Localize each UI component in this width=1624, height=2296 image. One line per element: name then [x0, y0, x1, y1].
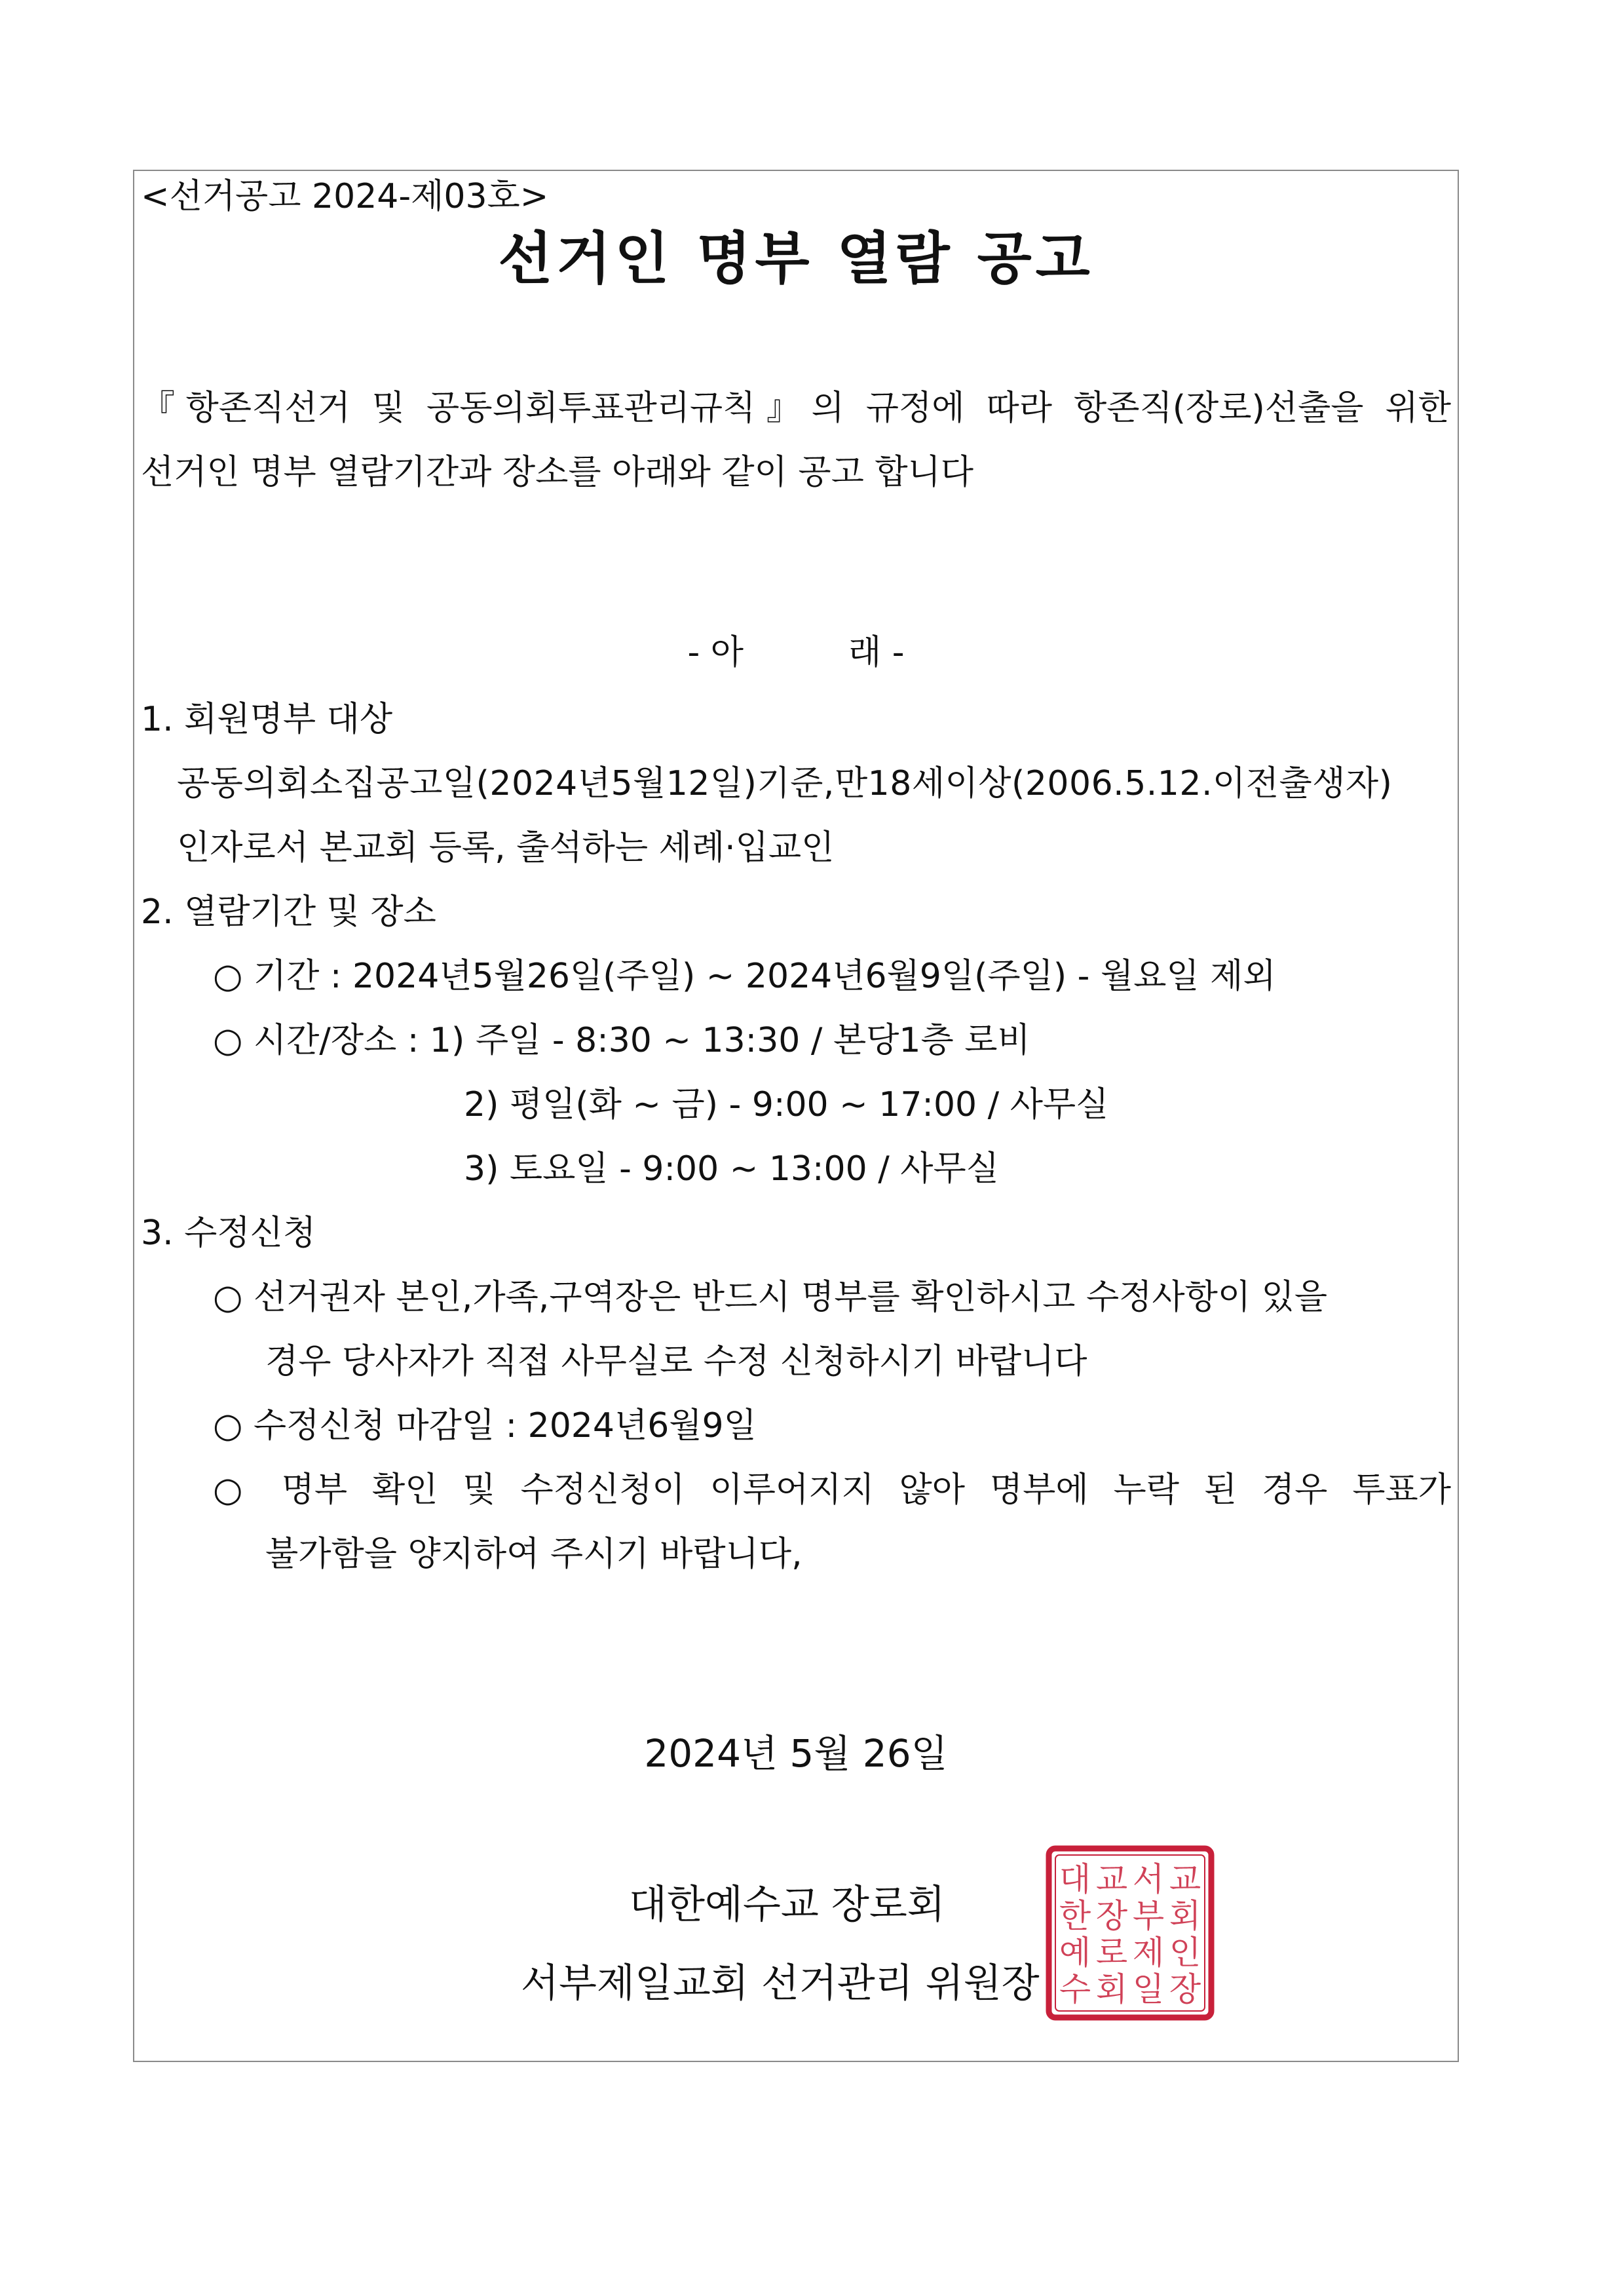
section-1-heading: 1. 회원명부 대상 — [141, 700, 393, 739]
seal-character: 한 — [1059, 1897, 1091, 1935]
seal-character: 서 — [1132, 1860, 1165, 1898]
document-date: 2024년 5월 26일 — [644, 1731, 948, 1776]
section-2-weekday: 2) 평일(화 ~ 금) - 9:00 ~ 17:00 / 사무실 — [464, 1085, 1109, 1124]
section-3-heading: 3. 수정신청 — [141, 1214, 316, 1253]
document-title: 선거인 명부 열람 공고 — [498, 226, 1094, 292]
seal-character: 장 — [1095, 1897, 1128, 1935]
seal-character: 인 — [1169, 1934, 1201, 1972]
intro-line-2: 선거인 명부 열람기간과 장소를 아래와 같이 공고 합니다 — [141, 453, 974, 492]
section-2-heading: 2. 열람기간 및 장소 — [141, 892, 436, 932]
organization-line-1: 대한예수교 장로회 — [629, 1882, 945, 1928]
below-heading-left: - 아 — [687, 633, 744, 672]
section-3-item-3-line-1: ○ 명부 확인 및 수정신청이 이루어지지 않아 명부에 누락 된 경우 투표가 — [213, 1470, 1451, 1510]
section-2-period: ○ 기간 : 2024년5월26일(주일) ~ 2024년6월9일(주일) - 월요일 제외 — [213, 957, 1276, 996]
seal-character: 일 — [1132, 1970, 1165, 2008]
official-seal-stamp — [1045, 1845, 1215, 2021]
seal-character: 예 — [1059, 1934, 1091, 1972]
section-1-line-1: 공동의회소집공고일(2024년5월12일)기준,만18세이상(2006.5.12.이전출생자) — [177, 764, 1393, 803]
seal-character: 교 — [1169, 1860, 1201, 1898]
seal-character: 제 — [1132, 1934, 1165, 1972]
notice-number: <선거공고 2024-제03호> — [141, 177, 549, 216]
organization-line-2: 서부제일교회 선거관리 위원장 — [521, 1961, 1040, 2006]
seal-character: 로 — [1095, 1934, 1128, 1972]
intro-line-1: 『항존직선거 및 공동의회투표관리규칙』의 규정에 따라 항존직(장로)선출을 위한 — [141, 389, 1451, 428]
below-heading — [133, 632, 1459, 674]
seal-character: 교 — [1095, 1860, 1128, 1898]
seal-character: 부 — [1132, 1897, 1165, 1935]
section-2-saturday: 3) 토요일 - 9:00 ~ 13:00 / 사무실 — [464, 1149, 999, 1189]
section-3-item-2: ○ 수정신청 마감일 : 2024년6월9일 — [213, 1406, 757, 1445]
seal-character: 대 — [1059, 1860, 1091, 1898]
section-2-time-place: ○ 시간/장소 : 1) 주일 - 8:30 ~ 13:30 / 본당1층 로비 — [213, 1021, 1030, 1060]
seal-character: 회 — [1095, 1970, 1128, 2008]
section-3-item-1-line-2: 경우 당사자가 직접 사무실로 수정 신청하시기 바랍니다 — [265, 1342, 1087, 1381]
section-3-item-1-line-1: ○ 선거권자 본인,가족,구역장은 반드시 명부를 확인하시고 수정사항이 있을 — [213, 1278, 1328, 1317]
seal-character: 장 — [1169, 1970, 1201, 2008]
seal-character: 회 — [1169, 1897, 1201, 1935]
below-heading-right: 래 - — [848, 633, 905, 672]
seal-character: 수 — [1059, 1970, 1091, 2008]
section-1-line-2: 인자로서 본교회 등록, 출석하는 세례·입교인 — [177, 828, 835, 868]
section-3-item-3-line-2: 불가함을 양지하여 주시기 바랍니다, — [265, 1535, 803, 1574]
